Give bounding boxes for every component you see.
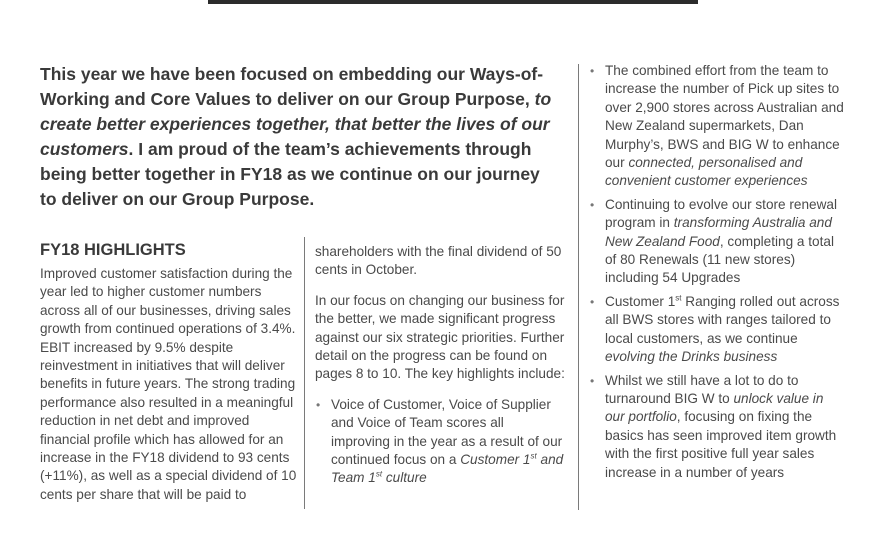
list-item: • Customer 1st Ranging rolled out across all BWS stores with ranges tailored to local customers, as we continue evolving the Drinks business [589, 293, 845, 367]
list-item: • Whilst we still have a lot to do to turnaround BIG W to unlock value in our portfolio, focusing on fixing the basics has seen improved item growth with the first positive full year sales increase in a number of years [589, 372, 845, 482]
column-divider-2 [578, 64, 579, 510]
highlights-list-continued [589, 62, 845, 482]
column-divider-1 [304, 237, 305, 509]
column-3 [589, 62, 845, 482]
highlights-list [315, 396, 565, 488]
highlights-heading: FY18 HIGHLIGHTS [40, 241, 186, 259]
column-1 [40, 265, 298, 504]
intro-purpose-italic: to create better experiences together, that better the lives of our customers [40, 89, 552, 159]
highlights-paragraph: Improved customer satisfaction during the year led to higher customer numbers across all of our businesses, driving sales growth from continued operations of 3.4%. EBIT increased by 9.5% despite reinvestment in initiatives that will deliver benefits in future years. The strong trading performance also resulted in a meaningful reduction in net debt and improved financial profile which has allowed for an increase in the FY18 dividend to 93 cents (+11%), as well as a special dividend of 10 cents per share that will be paid to [40, 266, 297, 502]
list-item: • Continuing to evolve our store renewal program in transforming Australia and New Zealand Food, completing a total of 80 Renewals (11 new stores) including 54 Upgrades [589, 196, 845, 288]
list-item: • Voice of Customer, Voice of Supplier and Voice of Team scores all improving in the year as a result of our continued focus on a Customer 1st and Team 1st culture [315, 396, 565, 488]
dividend-paragraph: shareholders with the final dividend of 50 cents in October. [315, 244, 562, 278]
top-photo-strip [208, 0, 698, 4]
intro-text-1: This year we have been focused on embedding our Ways-of-Working and Core Values to deliver on our Group Purpose, [40, 64, 544, 109]
intro-text-2: . I am proud of the team’s achievements through being better together in FY18 as we continue on our journey to deliver on our Group Purpose. [40, 139, 540, 209]
intro-statement [40, 62, 560, 212]
list-item: • The combined effort from the team to increase the number of Pick up sites to over 2,900 stores across Australian and New Zealand supermarkets, Dan Murphy’s, BWS and BIG W to enhance our connected, personalised and convenient customer experiences [589, 62, 845, 191]
column-2 [315, 243, 565, 488]
progress-paragraph: In our focus on changing our business for the better, we made significant progress against our six strategic priorities. Further detail on the progress can be found on pages 8 to 10. The key highlights include: [315, 292, 565, 382]
